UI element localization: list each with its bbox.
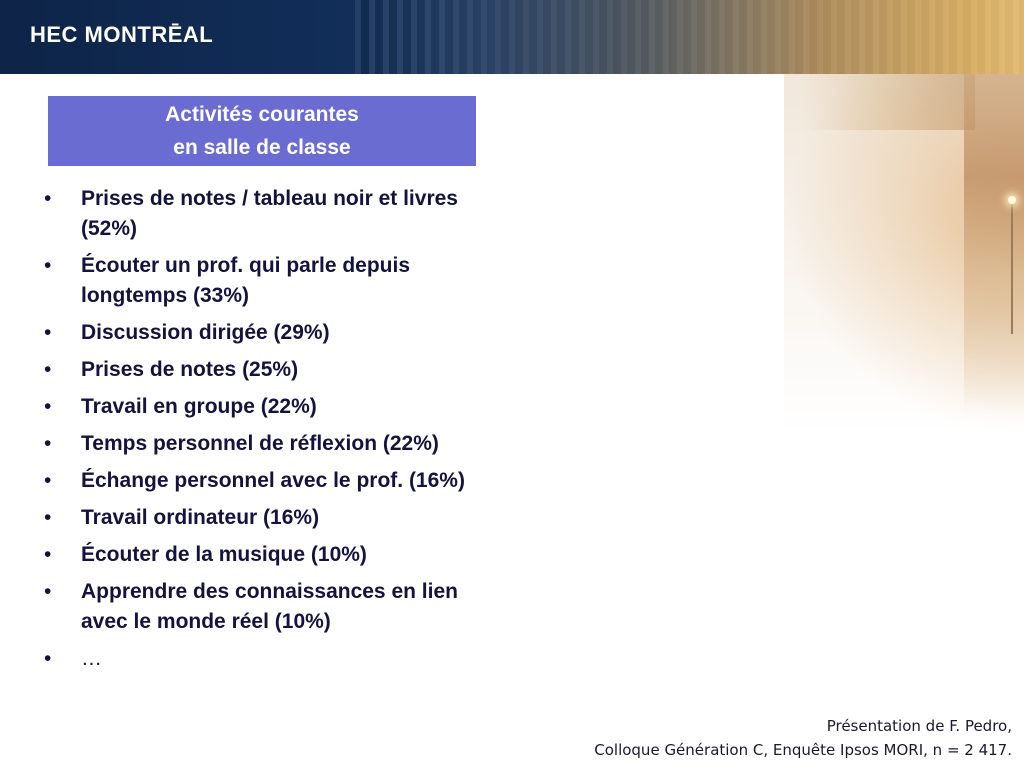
header-photo-collage	[355, 0, 1024, 74]
bullet-item: • Travail ordinateur (16%)	[40, 503, 490, 533]
credit-line-1: Présentation de F. Pedro,	[826, 717, 1012, 735]
bullet-dot-icon: •	[44, 321, 52, 344]
bullet-item: • …	[40, 644, 490, 674]
bullet-dot-icon: •	[44, 395, 52, 418]
source-credit	[594, 714, 1012, 762]
bullet-item: • Écouter un prof. qui parle depuis longtemps (33%)	[40, 251, 490, 311]
bullet-dot-icon: •	[44, 358, 52, 381]
bullet-item: • Discussion dirigée (29%)	[40, 318, 490, 348]
bullet-dot-icon: •	[44, 254, 52, 277]
bullet-item: • Travail en groupe (22%)	[40, 392, 490, 422]
bullet-dot-icon: •	[44, 580, 52, 603]
header-band	[0, 0, 1024, 74]
slide-title-line-2: en salle de classe	[173, 136, 351, 159]
bullet-item: • Échange personnel avec le prof. (16%)	[40, 466, 490, 496]
bullet-dot-icon: •	[44, 432, 52, 455]
slide-title-box	[48, 96, 476, 166]
bullet-dot-icon: •	[44, 469, 52, 492]
bullet-dot-icon: •	[44, 647, 52, 670]
lamp-post	[1011, 204, 1013, 334]
bullet-dot-icon: •	[44, 187, 52, 210]
activity-bullet-list	[40, 184, 490, 681]
bullet-item: • Prises de notes / tableau noir et livres (52%)	[40, 184, 490, 244]
hec-montreal-logo: HEC MONTRĒAL	[30, 22, 214, 47]
credit-line-2: Colloque Génération C, Enquête Ipsos MORI, n = 2 417.	[594, 741, 1012, 759]
building-photo-strip	[964, 74, 1024, 414]
bullet-item: • Apprendre des connaissances en lien avec le monde réel (10%)	[40, 577, 490, 637]
bullet-dot-icon: •	[44, 506, 52, 529]
slide-title-line-1: Activités courantes	[165, 103, 359, 126]
bullet-item: • Écouter de la musique (10%)	[40, 540, 490, 570]
bullet-item: • Prises de notes (25%)	[40, 355, 490, 385]
bullet-dot-icon: •	[44, 543, 52, 566]
bullet-item: • Temps personnel de réflexion (22%)	[40, 429, 490, 459]
lamp-light	[1008, 196, 1016, 204]
